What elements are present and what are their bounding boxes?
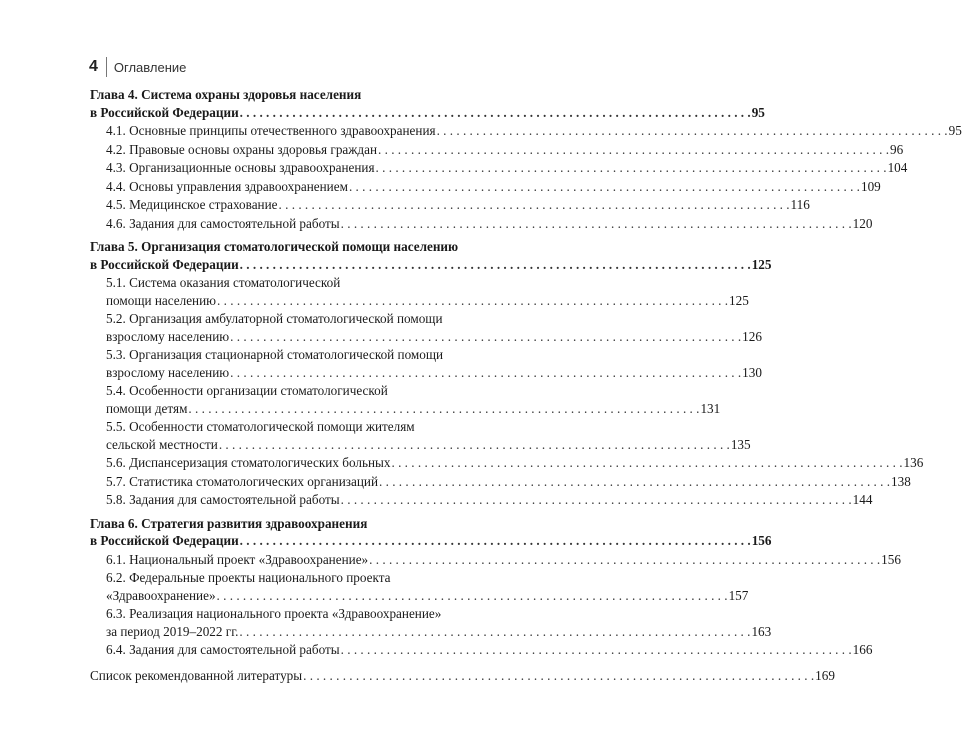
dot-leader <box>279 196 790 214</box>
entry-line: помощи детям <box>106 400 188 416</box>
dot-leader <box>240 532 751 550</box>
dot-leader <box>217 292 728 310</box>
toc-chapter <box>90 515 901 659</box>
entry-row <box>106 623 772 641</box>
chapter-page-number: 95 <box>751 104 765 120</box>
toc-chapter <box>90 86 962 232</box>
entry-row <box>106 551 901 569</box>
entry-line: 5.7. Статистика стоматологических организаций <box>106 473 379 489</box>
page-header <box>89 56 186 78</box>
entry-line: 5.6. Диспансеризация стоматологических больных <box>106 455 391 470</box>
chapter-title-line[interactable]: Глава 4. Система охраны здоровья населения <box>90 87 362 102</box>
entry-line: 4.2. Правовые основы охраны здоровья граждан <box>106 141 378 157</box>
entry-line: помощи населению <box>106 292 217 308</box>
entry-line: за период 2019–2022 гг. <box>106 623 239 639</box>
entry-row <box>106 178 881 196</box>
toc-entry[interactable] <box>90 491 873 509</box>
dot-leader <box>188 400 699 418</box>
dot-leader <box>341 215 852 233</box>
entry-line: 5.5. Особенности стоматологической помощи жителям <box>106 419 415 434</box>
entry-page-number: 125 <box>729 292 749 308</box>
toc-entry[interactable] <box>90 141 904 159</box>
toc-entry[interactable] <box>90 605 772 640</box>
toc-entry[interactable] <box>90 196 810 214</box>
entry-page-number: 144 <box>852 492 873 507</box>
entry-page-number: 120 <box>852 215 873 231</box>
chapter-title-line[interactable]: Глава 6. Стратегия развития здравоохранения <box>90 515 368 531</box>
entry-page-number: 116 <box>790 197 810 212</box>
table-of-contents <box>90 86 962 684</box>
toc-references[interactable] <box>90 667 835 685</box>
entry-line: взрослому населению <box>106 328 230 344</box>
dot-leader <box>391 454 902 472</box>
references-page-number: 169 <box>815 667 835 683</box>
entry-line: 5.3. Организация стационарной стоматологической помощи <box>106 347 444 362</box>
entry-page-number: 96 <box>890 141 904 157</box>
toc-entry[interactable] <box>90 122 962 140</box>
entry-page-number: 138 <box>891 473 911 489</box>
page-number: 4 <box>89 58 98 75</box>
dot-leader <box>219 436 730 454</box>
dot-leader <box>230 328 741 346</box>
dot-leader <box>341 491 852 509</box>
entry-row <box>106 196 810 214</box>
entry-row <box>106 122 962 140</box>
entry-row <box>106 215 873 233</box>
entry-line: 6.1. Национальный проект «Здравоохранение» <box>106 551 369 567</box>
section-title: Оглавление <box>113 59 187 75</box>
dot-leader <box>376 159 887 177</box>
dot-leader <box>369 551 880 569</box>
entry-line: 6.2. Федеральные проекты национального проекта <box>106 570 391 585</box>
entry-line: взрослому населению <box>106 364 230 380</box>
toc-entry[interactable] <box>90 178 881 196</box>
entry-page-number: 131 <box>700 400 721 416</box>
entry-line: 4.1. Основные принципы отечественного здравоохранения <box>106 123 436 138</box>
entry-row <box>106 328 762 346</box>
entry-page-number: 135 <box>730 436 751 452</box>
entry-page-number: 136 <box>903 455 924 470</box>
entry-line: 4.3. Организационные основы здравоохранения <box>106 160 375 175</box>
entry-page-number: 163 <box>751 623 772 639</box>
entry-row <box>106 473 911 491</box>
toc-entry[interactable] <box>90 473 911 491</box>
entry-line: 4.6. Задания для самостоятельной работы <box>106 215 340 231</box>
entry-page-number: 126 <box>742 328 762 344</box>
dot-leader <box>349 178 860 196</box>
entry-row <box>106 400 721 418</box>
chapter-title-row[interactable] <box>90 256 772 274</box>
entry-line: сельской местности <box>106 436 218 452</box>
toc-chapter <box>90 238 924 509</box>
toc-entry[interactable] <box>90 215 873 233</box>
toc-entry[interactable] <box>90 454 924 472</box>
toc-entry[interactable] <box>90 382 721 417</box>
entry-row <box>106 141 904 159</box>
toc-entry[interactable] <box>90 641 873 659</box>
entry-row <box>106 641 873 659</box>
toc-entry[interactable] <box>90 159 908 177</box>
chapter-title-line: в Российской Федерации <box>90 533 239 548</box>
toc-entry[interactable] <box>90 274 749 309</box>
entry-line: 4.4. Основы управления здравоохранением <box>106 178 348 194</box>
dot-leader <box>379 473 890 491</box>
entry-row <box>106 364 762 382</box>
entry-page-number: 104 <box>887 160 908 175</box>
dot-leader <box>437 122 948 140</box>
entry-line: 5.4. Особенности организации стоматологической <box>106 383 388 398</box>
entry-page-number: 95 <box>948 123 962 138</box>
references-label: Список рекомендованной литературы <box>90 667 303 683</box>
entry-row <box>106 292 749 310</box>
entry-line: 6.4. Задания для самостоятельной работы <box>106 642 340 657</box>
entry-row <box>106 587 749 605</box>
chapter-page-number: 156 <box>751 533 772 548</box>
entry-page-number: 157 <box>728 587 749 603</box>
entry-page-number: 130 <box>742 364 762 380</box>
entry-row <box>106 454 924 472</box>
header-divider <box>106 57 107 77</box>
toc-entry[interactable] <box>90 418 751 453</box>
entry-line: 5.2. Организация амбулаторной стоматологической помощи <box>106 311 443 326</box>
chapter-title-line[interactable]: Глава 5. Организация стоматологической помощи населению <box>90 239 459 254</box>
entry-line: 5.1. Система оказания стоматологической <box>106 275 341 290</box>
toc-entry[interactable] <box>90 551 901 569</box>
entry-line: 4.5. Медицинское страхование <box>106 197 278 212</box>
entry-page-number: 156 <box>881 551 901 567</box>
chapter-title-line: в Российской Федерации <box>90 256 239 272</box>
dot-leader <box>341 641 852 659</box>
chapter-title-row[interactable] <box>90 532 772 550</box>
dot-leader <box>239 623 750 641</box>
dot-leader <box>217 587 728 605</box>
toc-entry[interactable] <box>90 310 762 345</box>
dot-leader <box>240 256 751 274</box>
entry-line: 6.3. Реализация национального проекта «Здравоохранение» <box>106 606 442 621</box>
dot-leader <box>240 104 751 122</box>
dot-leader <box>378 141 889 159</box>
entry-row <box>106 491 873 509</box>
entry-row <box>106 436 751 454</box>
entry-page-number: 166 <box>852 642 873 657</box>
chapter-page-number: 125 <box>751 256 772 272</box>
entry-page-number: 109 <box>860 178 881 194</box>
entry-line: «Здравоохранение» <box>106 587 216 603</box>
toc-entry[interactable] <box>90 346 762 381</box>
chapter-title-row[interactable] <box>90 104 765 122</box>
dot-leader <box>230 364 741 382</box>
entry-row <box>106 159 908 177</box>
entry-line: 5.8. Задания для самостоятельной работы <box>106 492 340 507</box>
dot-leader <box>303 667 814 685</box>
toc-entry[interactable] <box>90 569 749 604</box>
chapter-title-line: в Российской Федерации <box>90 104 239 120</box>
